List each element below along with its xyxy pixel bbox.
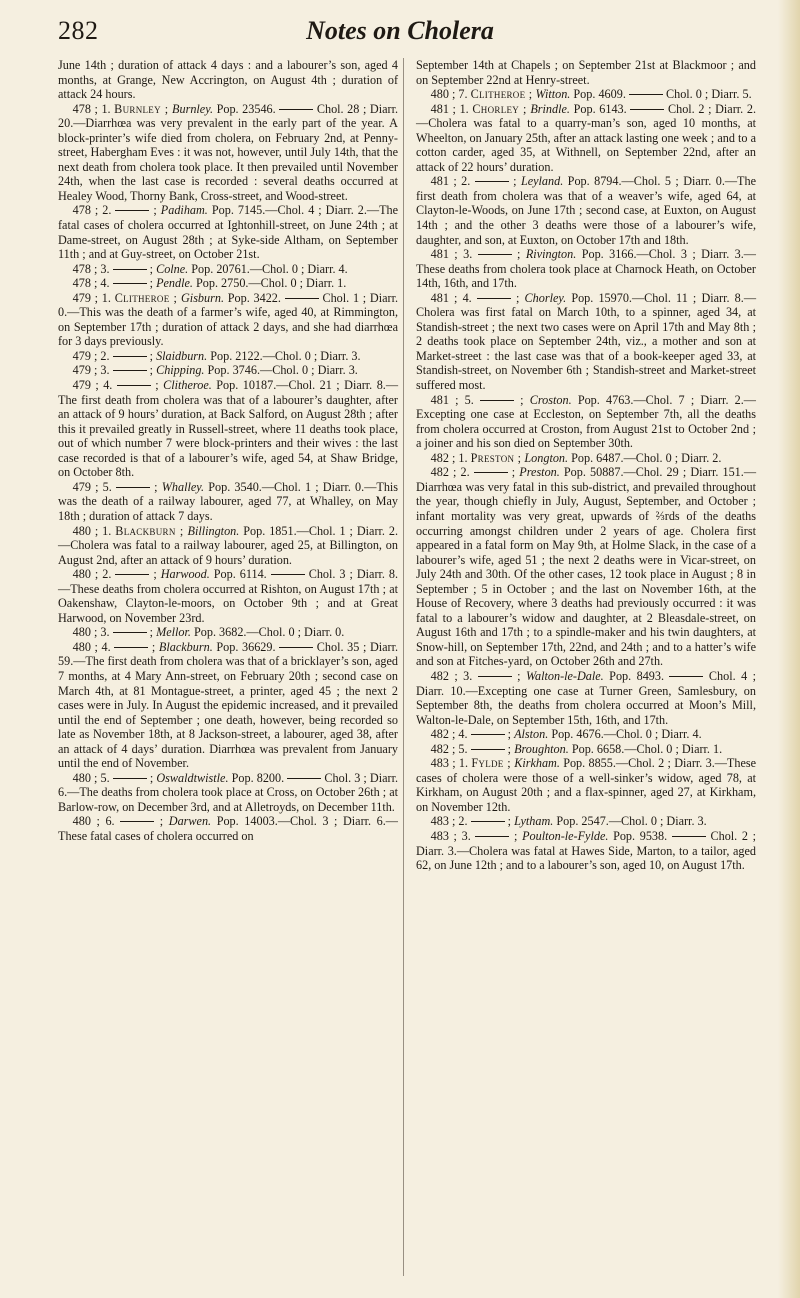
entry-text: Chol. 2 ; Diarr. 2.—Cholera was fatal to a quarry-man’s son, aged 10 months, at Wheelton, on January 25th, after an attack lasting one week ; and to a cotton carder, aged 35, at Withnell, on September 22nd, after an attack of 22 hours’ duration. — [416, 101, 756, 174]
entry-population: Pop. 20761. — [191, 261, 250, 276]
page-edge-shadow — [778, 0, 800, 1298]
district-entry: 482 ; 4. ; Alston. Pop. 4676.—Chol. 0 ; Diarr. 4. — [430, 727, 702, 742]
ditto-dash — [113, 632, 147, 633]
entry-population: Pop. 4763. — [577, 392, 634, 407]
ditto-dash — [287, 778, 321, 779]
entry-ref: 480 ; 5. — [72, 770, 110, 785]
entry-population: Pop. 6658. — [571, 741, 625, 756]
entry-ref: 481 ; 5. — [430, 392, 474, 407]
ditto-dash — [474, 472, 508, 473]
entry-population: Pop. 2547. — [556, 814, 609, 829]
ditto-dash — [115, 210, 149, 211]
entry-place: Poulton-le-Fylde. — [522, 828, 609, 843]
entry-place: Alston. — [514, 727, 549, 742]
ditto-dash — [471, 734, 505, 735]
entry-place: Colne. — [156, 261, 189, 276]
ditto-dash — [271, 574, 305, 575]
entry-population: Pop. 8794. — [567, 174, 622, 189]
ditto-dash — [113, 356, 147, 357]
entry-ref: 479 ; 2. — [72, 348, 110, 363]
entry-ref: 478 ; 2. — [72, 203, 112, 218]
entry-place: Whalley. — [161, 479, 205, 494]
entry-text: Chol. 4 ; Diarr. 10.—Excepting one case at Turner Green, Samlesbury, on September 8th, the deaths from cholera occurred at Moon’s Mill, Walton-le-Dale, on September 15th, 16th, and 17th. — [416, 668, 757, 727]
ditto-dash — [120, 821, 154, 822]
entry-district: Clitheroe ; — [114, 290, 178, 305]
entry-text: —Chol. 11 ; Diarr. 8.—Cholera was first fatal on March 10th, to a spinner, aged 34, at Standish-street ; the next two cases were on April 17th and May 8th ; 2 deaths took place on September 24th, viz., a mother and son at Market-street : the last case was that of a book-keeper aged 33, at Standish-street, on November 6th ; Standish-street and Market-street suffered most. — [416, 290, 757, 393]
entry-ref: 479 ; 1. — [72, 290, 111, 305]
entry-text: —Chol. 4 ; Diarr. 2.—The fatal cases of cholera occurred at Ightonhill-street, on June 24th ; at Dame-street, on August 28th ; at Syke-side Altham, on September 11th ; and at Guy-street, on October 21st. — [58, 203, 399, 262]
entry-population: Pop. 3166. — [581, 247, 637, 262]
ditto-dash — [672, 836, 706, 837]
district-entry: 478 ; 2. ; Padiham. Pop. 7145.—Chol. 4 ; Diarr. 2.—The fatal cases of cholera occurred at Ightonhill-street, on June 24th ; at Dame-street, on August 28th ; at Syke-side Altham, on September 11th ; and at Guy-street, on October 21st. — [58, 203, 399, 262]
ditto-dash — [669, 676, 703, 677]
entry-ref: 478 ; 3. — [72, 261, 110, 276]
entry-place: Gisburn. — [181, 290, 225, 305]
entry-population: Pop. 7145. — [211, 203, 266, 218]
ditto-dash — [113, 269, 147, 270]
entry-text: —Chol. 0 ; Diarr. 3. — [260, 363, 358, 378]
entry-ref: 481 ; 1. — [430, 101, 469, 116]
ditto-dash — [279, 647, 313, 648]
column-divider — [403, 58, 404, 1276]
entry-text: Chol. 35 ; Diarr. 59.—The first death from cholera was that of a bricklayer’s son, aged 7 months, at 4 Mary Ann-street, on February 20th ; second case on March 4th, at 81 Montague-street, a printer, aged 45 ; the next 2 cases were in July. In August the epidemic increased, and it prevailed until the end of September ; one death, however, being recorded so late as November 18th, at 8 Jackson-street, a labourer, aged 38, after an attack of 4 days’ duration. Diarrhœa was prevalent from January until the end of November. — [58, 639, 399, 771]
district-entry — [58, 524, 398, 568]
entry-place: Chipping. — [156, 363, 205, 378]
entry-population: Pop. 8855. — [563, 756, 616, 771]
entry-place: Lytham. — [514, 814, 554, 829]
district-entry: 479 ; 2. ; Slaidburn. Pop. 2122.—Chol. 0 ; Diarr. 3. — [72, 348, 361, 363]
ditto-dash — [113, 283, 147, 284]
entry-text: —Chol. 29 ; Diarr. 151.—Diarrhœa was very fatal in this sub-district, and prevailed throughout the year, though chiefly in July, August, September, and October ; infant mortality was very great, upwards of ⅔rds of the deaths occurring amongst children under 2 years of age. Cholera first appeared in a fatal form on May 9th, at Holme Slack, in the case of a labourer’s wife, aged 51 ; the next 2 deaths were in Vicar-street, on July 24th and 30th. Of the other cases, 12 took place in August ; 8 in September ; 5 in October ; and the last on November 16th, at the House of Recovery, where 3 deaths had previously occurred : it was fatal to a labourer’s widow and daughter, at 2 Bleasdale-street, on August 16th and 17th ; to a spindle-maker and his twin daughters, at Snow-hill, on September 17th, 22nd, and 24th ; and to a hatter’s wife and son at Fitches-yard, on October 26th and 27th. — [416, 465, 757, 669]
entry-district: Burnley ; — [114, 101, 169, 116]
entry-population: Pop. 3540. — [208, 479, 262, 494]
entry-place: Harwood. — [160, 567, 210, 582]
district-entry: 478 ; 3. ; Colne. Pop. 20761.—Chol. 0 ; Diarr. 4. — [72, 261, 348, 276]
ditto-dash — [471, 749, 505, 750]
entry-text: —Chol. 0 ; Diarr. 1. — [248, 276, 347, 291]
entry-district: Clitheroe ; — [470, 87, 533, 102]
district-entry: 481 ; 4. ; Chorley. Pop. 15970.—Chol. 11 ; Diarr. 8.—Cholera was first fatal on March 10th, to a spinner, aged 34, at Standish-street ; the next two cases were on April 17th and May 8th ; 2 deaths took place on September 24th, viz., a mother and son at Market-street : the last case was that of a book-keeper aged 33, at Standish-street, on November 6th ; Standish-street and Market-street suffered most. — [416, 290, 757, 393]
entry-place: Preston. — [519, 465, 560, 480]
entry-population: Pop. 3746. — [207, 363, 261, 378]
ditto-dash — [478, 254, 512, 255]
right-column — [416, 58, 756, 873]
district-entry — [416, 58, 756, 87]
entry-text: —Chol. 0 ; Diarr. 2. — [623, 450, 722, 465]
entry-ref: 479 ; 3. — [72, 363, 110, 378]
entry-population: Pop. 36629. — [216, 639, 276, 654]
entry-place: Longton. — [524, 450, 569, 465]
entry-ref: 482 ; 4. — [430, 727, 468, 742]
district-entry: 479 ; 5. ; Whalley. Pop. 3540.—Chol. 1 ; Diarr. 0.—This was the death of a railway labourer, aged 77, at Whalley, on May 18th ; duration of attack 7 days. — [58, 479, 399, 523]
entry-population: Pop. 9538. — [613, 828, 668, 843]
entry-population: Pop. 14003. — [216, 814, 278, 829]
entry-ref: 480 ; 6. — [72, 814, 115, 829]
entry-place: Witton. — [535, 87, 571, 102]
ditto-dash — [630, 109, 664, 110]
entry-population: Pop. 3682. — [193, 625, 247, 640]
district-entry: 483 ; 3. ; Poulton-le-Fylde. Pop. 9538. Chol. 2 ; Diarr. 3.—Cholera was fatal at Hawes Side, Marton, to a tailor, aged 62, on June 12th ; and to a labourer’s son, aged 10, on August 17th. — [416, 828, 757, 873]
entry-ref: 482 ; 1. — [430, 450, 468, 465]
entry-ref: 481 ; 4. — [430, 290, 472, 305]
district-entry: 479 ; 4. ; Clitheroe. Pop. 10187.—Chol. 21 ; Diarr. 8.—The first death from cholera was that of a labourer’s daughter, after an attack of 9 hours’ duration, at Back Salford, on August 28th ; after this it prevailed greatly in Russell-street, where 11 deaths took place, out of which number 7 were block-printers and their wives : the last case recorded is that of a labourer’s wife, aged 54, at Shaw Bridge, on October 8th. — [58, 378, 399, 480]
ditto-dash — [116, 487, 150, 488]
district-entry: 480 ; 4. ; Blackburn. Pop. 36629. Chol. 35 ; Diarr. 59.—The first death from cholera was that of a bricklayer’s son, aged 7 months, at 4 Mary Ann-street, on February 20th ; second case on March 4th, at 81 Montague-street, a printer, aged 45 ; the next 2 cases were in July. In August the epidemic increased, and it prevailed until the end of September ; one death, however, being recorded so late as November 18th, at 8 Jackson-street, a labourer, aged 38, after an attack of 4 days’ duration. Diarrhœa was prevalent from January until the end of November. — [58, 639, 399, 771]
entry-text: —Chol. 7 ; Diarr. 2.—Excepting one case at Eccleston, on September 7th, all the deaths from cholera occurred at Croston, from August 21st to October 2nd ; a joiner and his son died on September 30th. — [416, 392, 756, 451]
ditto-dash — [475, 836, 509, 837]
entry-text: —Chol. 2 ; Diarr. 3.—These cases of cholera were those of a well-sinker’s widow, aged 78, at Kirkham, on August 20th ; and a flax-spinner, aged 27, at Kirkham, on November 12th. — [416, 756, 757, 814]
ditto-dash — [478, 676, 512, 677]
district-entry — [58, 58, 398, 102]
entry-population: Pop. 50887. — [563, 465, 624, 480]
ditto-dash — [475, 181, 509, 182]
district-entry: 480 ; 5. ; Oswaldtwistle. Pop. 8200. Chol. 3 ; Diarr. 6.—The deaths from cholera took place at Cross, on October 26th ; at Barlow-row, on December 3rd, and at Alletroyds, on December 11th. — [58, 770, 399, 814]
district-entry: 482 ; 3. ; Walton-le-Dale. Pop. 8493. Chol. 4 ; Diarr. 10.—Excepting one case at Turner Green, Samlesbury, on September 8th, the deaths from cholera occurred at Moon’s Mill, Walton-le-Dale, on September 15th, 16th, and 17th. — [416, 668, 757, 727]
district-entry: 480 ; 6. ; Darwen. Pop. 14003.—Chol. 3 ; Diarr. 6.—These fatal cases of cholera occurred on — [58, 814, 398, 843]
ditto-dash — [471, 821, 505, 822]
entry-text: Chol. 1 ; Diarr. 0.—This was the death of a farmer’s wife, aged 40, at Rimmington, on September 17th ; duration of attack 2 days, and she had diarrhœa for 3 days previously. — [58, 290, 399, 349]
district-entry: 479 ; 3. ; Chipping. Pop. 3746.—Chol. 0 ; Diarr. 3. — [72, 363, 358, 378]
entry-population: Pop. 23546. — [216, 101, 276, 116]
entry-population: Pop. 10187. — [216, 378, 277, 393]
district-entry: 481 ; 3. ; Rivington. Pop. 3166.—Chol. 3 ; Diarr. 3.—These deaths from cholera took place at Charnock Heath, on October 14th, 16th, and 17th. — [416, 247, 756, 291]
entry-population: Pop. 3422. — [227, 290, 281, 305]
entry-ref: 480 ; 3. — [72, 625, 110, 640]
entry-population: Pop. 2750. — [196, 276, 249, 291]
entry-place: Oswaldtwistle. — [156, 770, 229, 785]
district-entry — [58, 291, 398, 349]
district-entry: 481 ; 5. ; Croston. Pop. 4763.—Chol. 7 ; Diarr. 2.—Excepting one case at Eccleston, on September 7th, all the deaths from cholera occurred at Croston, from August 21st to October 2nd ; a joiner and his son died on September 30th. — [416, 392, 756, 451]
entry-ref: 482 ; 5. — [430, 741, 468, 756]
entry-ref: 480 ; 2. — [72, 567, 112, 582]
entry-population: Pop. 6114. — [213, 567, 267, 582]
entry-text: —Chol. 0 ; Diarr. 4. — [249, 261, 348, 276]
entry-text: —Chol. 21 ; Diarr. 8.—The first death from cholera was that of a labourer’s daughter, after an attack of 9 hours’ duration, at Back Salford, on August 28th ; after this it prevailed greatly in Russell-street, where 11 deaths took place, out of which number 7 were block-printers and their wives : the last case recorded is that of a labourer’s wife, aged 54, at Shaw Bridge, on October 8th. — [58, 378, 399, 480]
district-entry: 483 ; 2. ; Lytham. Pop. 2547.—Chol. 0 ; Diarr. 3. — [430, 814, 707, 829]
running-title: Notes on Cholera — [306, 16, 494, 45]
entry-place: Walton-le-Dale. — [525, 668, 604, 683]
entry-district: Blackburn ; — [115, 523, 184, 538]
left-column — [58, 58, 398, 844]
district-entry — [416, 451, 756, 466]
entry-text: Chol. 2 ; Diarr. 3.—Cholera was fatal at Hawes Side, Marton, to a tailor, aged 62, on June 12th ; and to a labourer’s son, aged 10, on August 17th. — [416, 828, 757, 873]
entry-place: Leyland. — [520, 174, 564, 189]
district-entry: 482 ; 5. ; Broughton. Pop. 6658.—Chol. 0 ; Diarr. 1. — [430, 741, 723, 756]
entry-text: Chol. 0 ; Diarr. 5. — [665, 87, 752, 102]
entry-text: —Chol. 0 ; Diarr. 4. — [603, 727, 702, 742]
entry-place: Brindle. — [530, 101, 570, 116]
entry-place: Chorley. — [524, 290, 567, 305]
entry-ref: 483 ; 1. — [430, 756, 469, 771]
ditto-dash — [477, 298, 511, 299]
entry-ref: 479 ; 5. — [72, 479, 112, 494]
entry-population: Pop. 1851. — [243, 523, 297, 538]
entry-place: Pendle. — [156, 276, 193, 291]
entry-ref: 482 ; 3. — [430, 668, 473, 683]
page-header — [0, 14, 800, 54]
entry-district: Chorley ; — [472, 101, 527, 116]
entry-text: —Chol. 0 ; Diarr. 1. — [624, 741, 723, 756]
entry-population: Pop. 8493. — [609, 668, 665, 683]
entry-text: Chol. 28 ; Diarr. 20.—Diarrhœa was very prevalent in the early part of the year. A block-printer’s wife died from cholera, on February 2nd, at Penny-street, Habergham Eves : it was not, however, until July 14th, that the next death from cholera took place. It then prevailed until November 24th, when the last case is recorded : several deaths occurred at Healey Wood, Thorny Bank, Cross-street, and Wood-street. — [58, 101, 399, 203]
district-entry: 481 ; 2. ; Leyland. Pop. 8794.—Chol. 5 ; Diarr. 0.—The first death from cholera was that of a weaver’s wife, aged 64, at Clayton-le-Woods, on June 17th ; second case, at Euxton, on August 14th ; and the other 3 deaths were those of a labourer’s wife, daughter, and son, at Euxton, on October 17th and 18th. — [416, 174, 756, 247]
entry-population: Pop. 4609. — [573, 87, 626, 102]
entry-place: Mellor. — [156, 625, 191, 640]
ditto-dash — [113, 370, 147, 371]
ditto-dash — [117, 385, 151, 386]
ditto-dash — [480, 400, 514, 401]
entry-text: —Chol. 1 ; Diarr. 0.—This was the death of a railway labourer, aged 77, at Whalley, on May 18th ; duration of attack 7 days. — [58, 479, 399, 523]
district-entry: 480 ; 3. ; Mellor. Pop. 3682.—Chol. 0 ; Diarr. 0. — [72, 625, 345, 640]
entry-text: —Chol. 3 ; Diarr. 3.—These deaths from cholera took place at Charnock Heath, on October 14th, 16th, and 17th. — [416, 247, 756, 291]
entry-text: —Chol. 3 ; Diarr. 6.—These fatal cases of cholera occurred on — [58, 814, 398, 843]
entry-ref: 480 ; 1. — [72, 523, 112, 538]
district-entry: 478 ; 4. ; Pendle. Pop. 2750.—Chol. 0 ; Diarr. 1. — [72, 276, 347, 291]
entry-text: —Chol. 0 ; Diarr. 0. — [246, 625, 345, 640]
entry-ref: 479 ; 4. — [72, 378, 113, 393]
entry-ref: 480 ; 7. — [430, 87, 468, 102]
entry-place: Croston. — [529, 392, 572, 407]
entry-text: —Chol. 5 ; Diarr. 0.—The first death from cholera was that of a weaver’s wife, aged 64, at Clayton-le-Woods, on June 17th ; second case, at Euxton, on August 14th ; and the other 3 deaths were those of a labourer’s wife, daughter, and son, at Euxton, on October 17th and 18th. — [416, 174, 756, 247]
entry-place: Broughton. — [514, 741, 569, 756]
entry-ref: 483 ; 2. — [430, 814, 468, 829]
district-entry — [58, 102, 398, 204]
entry-text: Chol. 3 ; Diarr. 8.—These deaths from cholera occurred at Rishton, on August 17th ; at Oakenshaw, Clayton-le-moors, on October 9th ; and at Great Harwood, on November 23rd. — [58, 567, 399, 625]
page-number: 282 — [58, 16, 99, 45]
entry-place: Clitheroe. — [163, 378, 212, 393]
district-entry — [416, 102, 756, 175]
entry-population: Pop. 6143. — [573, 101, 627, 116]
entry-place: Billington. — [187, 523, 240, 538]
entry-district: Preston ; — [470, 450, 522, 465]
entry-ref: 480 ; 4. — [72, 639, 111, 654]
entry-place: Blackburn. — [158, 639, 213, 654]
entry-population: Pop. 15970. — [571, 290, 632, 305]
ditto-dash — [629, 94, 663, 95]
ditto-dash — [285, 298, 319, 299]
entry-population: Pop. 4676. — [551, 727, 604, 742]
entry-text: Chol. 3 ; Diarr. 6.—The deaths from cholera took place at Cross, on October 26th ; at Barlow-row, on December 3rd, and at Alletroyds, on December 11th. — [58, 770, 399, 814]
district-entry — [416, 87, 756, 102]
entry-place: Slaidburn. — [156, 348, 208, 363]
entry-text: —Chol. 0 ; Diarr. 3. — [608, 814, 707, 829]
entry-ref: 478 ; 4. — [72, 276, 110, 291]
entry-ref: 481 ; 3. — [430, 247, 473, 262]
entry-text: —Chol. 0 ; Diarr. 3. — [262, 348, 361, 363]
entry-district: Fylde ; — [471, 756, 511, 771]
entry-text: —Chol. 1 ; Diarr. 2.—Cholera was fatal to a railway labourer, aged 25, at Billington, on August 2nd, after an attack of 9 hours’ duration. — [58, 523, 399, 567]
district-entry: 482 ; 2. ; Preston. Pop. 50887.—Chol. 29 ; Diarr. 151.—Diarrhœa was very fatal in this sub-district, and prevailed throughout the year, though chiefly in July, August, September, and October ; infant mortality was very great, upwards of ⅔rds of the deaths occurring amongst children under 2 years of age. Cholera first appeared in a fatal form on May 9th, at Holme Slack, in the case of a labourer’s wife, aged 51 ; the next 2 deaths were in Vicar-street, on July 24th and 30th. Of the other cases, 12 took place in August ; 8 in September ; 5 in October ; and the last on November 16th, at the House of Recovery, where 3 deaths had previously occurred : it was fatal to a labourer’s widow and daughter, at 2 Bleasdale-street, on August 16th and 17th ; to a spindle-maker and his twin daughters, at Snow-hill, on September 17th, 22nd, and 24th ; and to a hatter’s wife and son at Fitches-yard, on October 26th and 27th. — [416, 465, 757, 669]
ditto-dash — [279, 109, 313, 110]
entry-population: Pop. 8200. — [231, 770, 285, 785]
ditto-dash — [115, 574, 149, 575]
entry-ref: 482 ; 2. — [430, 465, 470, 480]
entry-place: Padiham. — [160, 203, 208, 218]
entry-place: Rivington. — [525, 247, 577, 262]
entry-place: Kirkham. — [514, 756, 560, 771]
entry-text: September 14th at Chapels ; on September 21st at Blackmoor ; and on September 22nd at Henry-street. — [416, 58, 756, 87]
ditto-dash — [114, 647, 148, 648]
entry-ref: 483 ; 3. — [430, 828, 471, 843]
entry-ref: 478 ; 1. — [72, 101, 111, 116]
ditto-dash — [113, 778, 147, 779]
entry-place: Darwen. — [168, 814, 212, 829]
entry-text: June 14th ; duration of attack 4 days : and a labourer’s son, aged 4 months, at Grange, New Accrington, on August 4th ; duration of attack 24 hours. — [58, 58, 398, 102]
entry-place: Burnley. — [172, 101, 214, 116]
entry-ref: 481 ; 2. — [430, 174, 471, 189]
district-entry: 480 ; 2. ; Harwood. Pop. 6114. Chol. 3 ; Diarr. 8.—These deaths from cholera occurred at Rishton, on August 17th ; at Oakenshaw, Clayton-le-moors, on October 9th ; and at Great Harwood, on November 23rd. — [58, 567, 399, 625]
entry-population: Pop. 2122. — [210, 348, 263, 363]
district-entry — [416, 756, 756, 814]
entry-population: Pop. 6487. — [571, 450, 624, 465]
